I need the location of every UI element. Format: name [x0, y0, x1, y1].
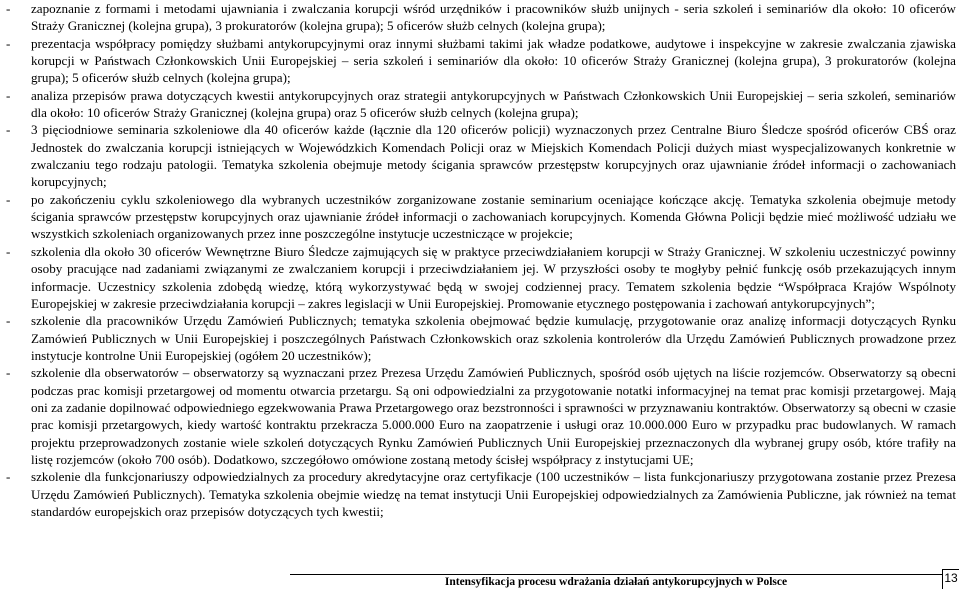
list-bullet-dash: -: [6, 313, 11, 329]
list-item: [6, 121, 956, 190]
list-item: [6, 87, 956, 122]
footer-title: Intensyfikacja procesu wdrażania działań antykorupcyjnych w Polsce: [444, 576, 788, 588]
list-item: [6, 35, 956, 87]
list-item-text: 3 pięciodniowe seminaria szkoleniowe dla 40 oficerów każde (łącznie dla 120 oficerów policji) wyznaczonych przez Centralne Biuro Śledcze spośród oficerów CBŚ oraz Jednostek do zwalczania korupcji istniejących w Wojewódzkich Komendach Policji oraz w Miejskich Komendach Policji dużych miast wyspecjalizowanych konkretnie w zwalczaniu tego rodzaju patologii. Tematyka szkolenia obejmuje metody ścigania sprawców przestępstw korupcyjnych oraz ujawnianie źródeł informacji o zachowaniach korupcyjnych;: [31, 122, 956, 190]
list-bullet-dash: -: [6, 365, 11, 381]
list-item: [6, 364, 956, 468]
list-item: [6, 468, 956, 520]
page-number: 13: [942, 569, 959, 589]
list-item: [6, 0, 956, 35]
list-item-text: prezentacja współpracy pomiędzy służbami antykorupcyjnymi oraz innymi służbami takimi jak władze podatkowe, audytowe i inspekcyjne w zakresie zwalczania zjawiska korupcji w Państwach Członkowskich Unii Europejskiej – seria szkoleń i seminariów dla około: 10 oficerów Straży Granicznej (kolejna grupa), 3 prokuratorów (kolejna grupa); 5 oficerów służb celnych (kolejna grupa);: [31, 35, 956, 86]
list-item: [6, 243, 956, 312]
list-bullet-dash: -: [6, 191, 11, 207]
list-bullet-dash: -: [6, 87, 11, 103]
list-bullet-dash: -: [6, 122, 11, 138]
list-item: [6, 312, 956, 364]
list-bullet-dash: -: [6, 243, 11, 259]
list-item-text: po zakończeniu cyklu szkoleniowego dla wybranych uczestników zorganizowane zostanie seminarium oceniające kończące akcję. Tematyka szkolenia obejmuje metody ścigania sprawców przestępstw korupcyjnych oraz ujawnianie źródeł informacji o zachowaniach korupcyjnych. Komenda Główna Policji będzie mieć możliwość udziału we wszystkich szkoleniach organizowanych przez inne poszczególne instytucje uczestniczące w projekcie;: [31, 191, 956, 242]
list-item-text: szkolenie dla pracowników Urzędu Zamówień Publicznych; tematyka szkolenia obejmować będzie kumulację, przygotowanie oraz analizę informacji dotyczących Rynku Zamówień Publicznych w Unii Europejskiej i poszczególnych Państwach Członkowskich oraz szkolenia kontrolerów dla Urzędu Zamówień Publicznych prowadzone przez instytucje kontrolne Unii Europejskiej (ogółem 20 uczestników);: [31, 313, 956, 363]
list-item: [6, 191, 956, 243]
list-bullet-dash: -: [6, 1, 11, 16]
list-item-text: szkolenie dla funkcjonariuszy odpowiedzialnych za procedury akredytacyjne oraz certyfikacje (100 uczestników – lista funkcjonariuszy przygotowana zostanie przez Prezesa Urzędu Zamówień Publicznych). Tematyka szkolenia obejmie wiedzę na temat instytucji Unii Europejskiej odpowiedzialnych za Zamówienia Publiczne, jak również na temat standardów europejskich oraz przepisów dotyczących tych kwestii;: [31, 469, 956, 519]
bullet-list: [6, 0, 956, 520]
list-bullet-dash: -: [6, 469, 11, 485]
list-item-text: szkolenie dla obserwatorów – obserwatorzy są wyznaczani przez Prezesa Urzędu Zamówień Publicznych, spośród osób ujętych na liście rozjemców. Obserwatorzy są obecni podczas prac komisji przetargowej od momentu otwarcia przetargu. Są oni odpowiedzialni za przygotowanie notatki informacyjnej na temat prac komisji przetargowej. Mają oni za zadanie dopilnować odpowiedniego egzekwowania Prawa Przetargowego oraz bezstronności i sprawności w przyznawaniu kontraktów. Obserwatorzy są obecni w czasie prac komisji przetargowych, kiedy wartość kontraktu przekracza 5.000.000 Euro na zaopatrzenie i usługi oraz 10.000.000 Euro w przypadku prac budowlanych. W ramach projektu przeprowadzonych zostanie wiele szkoleń dotyczących Rynku Zamówień Publicznych Unii Europejskiej przeznaczonych dla wybranej grupy osób, które trafiły na listę rozjemców (około 700 osób). Dodatkowo, szczegółowo omówione zostaną metody ścisłej współpracy z instytucjami UE;: [31, 365, 956, 467]
list-bullet-dash: -: [6, 35, 11, 51]
list-item-text: szkolenia dla około 30 oficerów Wewnętrzne Biuro Śledcze zajmujących się w praktyce przeciwdziałaniem korupcji w Straży Granicznej. W szkoleniu uczestniczyć powinny osoby pracujące nad zadaniami związanymi ze zwalczaniem korupcji i przeciwdziałaniem jej. W przyszłości osoby te mogłyby pełnić funkcję osób przekazujących innym informacje. Uczestnicy szkolenia zdobędą wiedzę, którą wykorzystywać będą w swojej codziennej pracy. Tematem szkolenia będzie “Współpraca Krajów Wspólnoty Europejskiej w zakresie przeciwdziałania korupcji – zakres legislacji w Unii Europejskiej. Promowanie etycznego postępowania i zachowań antykorupcyjnych”;: [31, 243, 956, 311]
page-footer: [0, 571, 959, 590]
list-item-text: analiza przepisów prawa dotyczących kwestii antykorupcyjnych oraz strategii antykorupcyjnych w Państwach Członkowskich Unii Europejskiej – seria szkoleń, seminariów dla około: 10 oficerów Straży Granicznej (kolejna grupa) oraz 5 oficerów służb celnych (kolejna grupa);: [31, 87, 956, 121]
list-item-text: zapoznanie z formami i metodami ujawniania i zwalczania korupcji wśród urzędników i pracowników służb unijnych - seria szkoleń i seminariów dla około: 10 oficerów Straży Granicznej (kolejna grupa), 3 prokuratorów (kolejna grupa); 5 oficerów służb celnych (kolejna grupa);: [31, 1, 956, 34]
